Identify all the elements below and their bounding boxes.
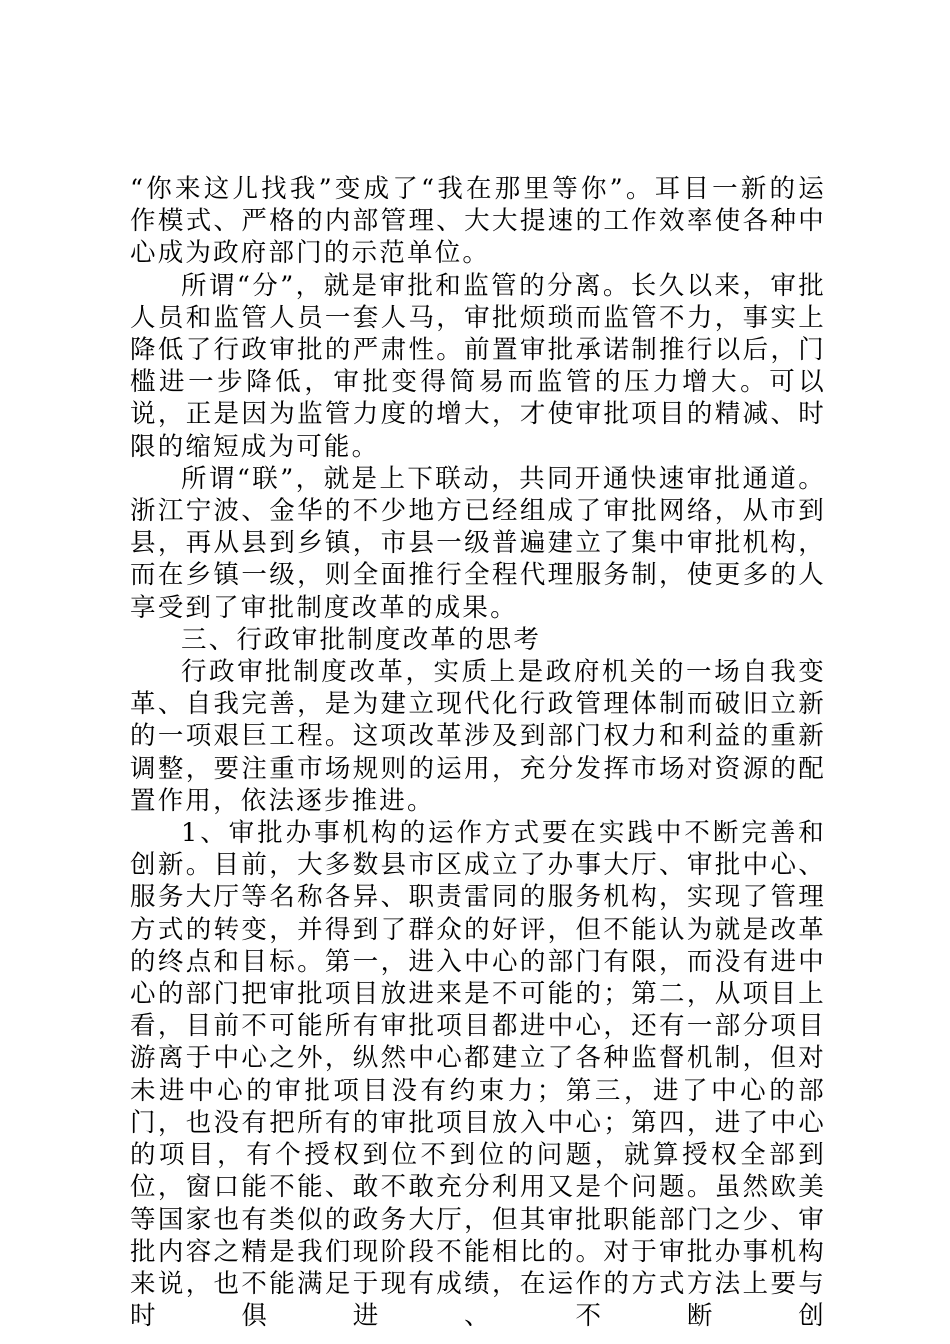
paragraph-separation: 所谓“分”，就是审批和监管的分离。长久以来，审批人员和监管人员一套人马，审批烦琐而监管不力，事实上降低了行政审批的严肃性。前置审批承诺制推行以后，门槛进一步降低，审批变得简易而监管的压力增大。可以说，正是因为监管力度的增大，才使审批项目的精减、时限的缩短成为可能。 (130, 270, 826, 462)
section-heading: 三、行政审批制度改革的思考 (181, 624, 542, 655)
paragraph-linkage: 所谓“联”，就是上下联动，共同开通快速审批通道。浙江宁波、金华的不少地方已经组成了审批网络，从市到县，再从县到乡镇，市县一级普遍建立了集中审批机构，而在乡镇一级，则全面推行全程代理服务制，使更多的人享受到了审批制度改革的成果。 (130, 463, 826, 623)
paragraph-reflection: 行政审批制度改革，实质上是政府机关的一场自我变革、自我完善，是为建立现代化行政管理体制而破旧立新的一项艰巨工程。这项改革涉及到部门权力和利益的重新调整，要注重市场规则的运用，充分发挥市场对资源的配置作用，依法逐步推进。 (130, 657, 826, 816)
paragraph-point-one: 1、审批办事机构的运作方式要在实践中不断完善和创新。目前，大多数县市区成立了办事大厅、审批中心、服务大厅等名称各异、职责雷同的服务机构，实现了管理方式的转变，并得到了群众的好评，但不能认为就是改革的终点和目标。第一，进入中心的部门有限，而没有进中心的部门把审批项目放进来是不可能的；第二，从项目上看，目前不可能所有审批项目都进中心，还有一部分项目游离于中心之外，纵然中心都建立了各种监督机制，但对未进中心的审批项目没有约束力；第三，进了中心的部门，也没有把所有的审批项目放入中心；第四，进了中心的项目，有个授权到位不到位的问题，就算授权全部到位，窗口能不能、敢不敢充分利用又是个问题。虽然欧美等国家也有类似的政务大厅，但其审批职能部门之少、审批内容之精是我们现阶段不能相比的。对于审批办事机构来说，也不能满足于现有成绩，在运作的方式方法上要与时俱进、不断创 (130, 818, 826, 1332)
document-body (130, 173, 826, 1332)
paragraph-continuation: “你来这儿找我”变成了“我在那里等你”。耳目一新的运作模式、严格的内部管理、大大提速的工作效率使各种中心成为政府部门的示范单位。 (130, 174, 826, 269)
